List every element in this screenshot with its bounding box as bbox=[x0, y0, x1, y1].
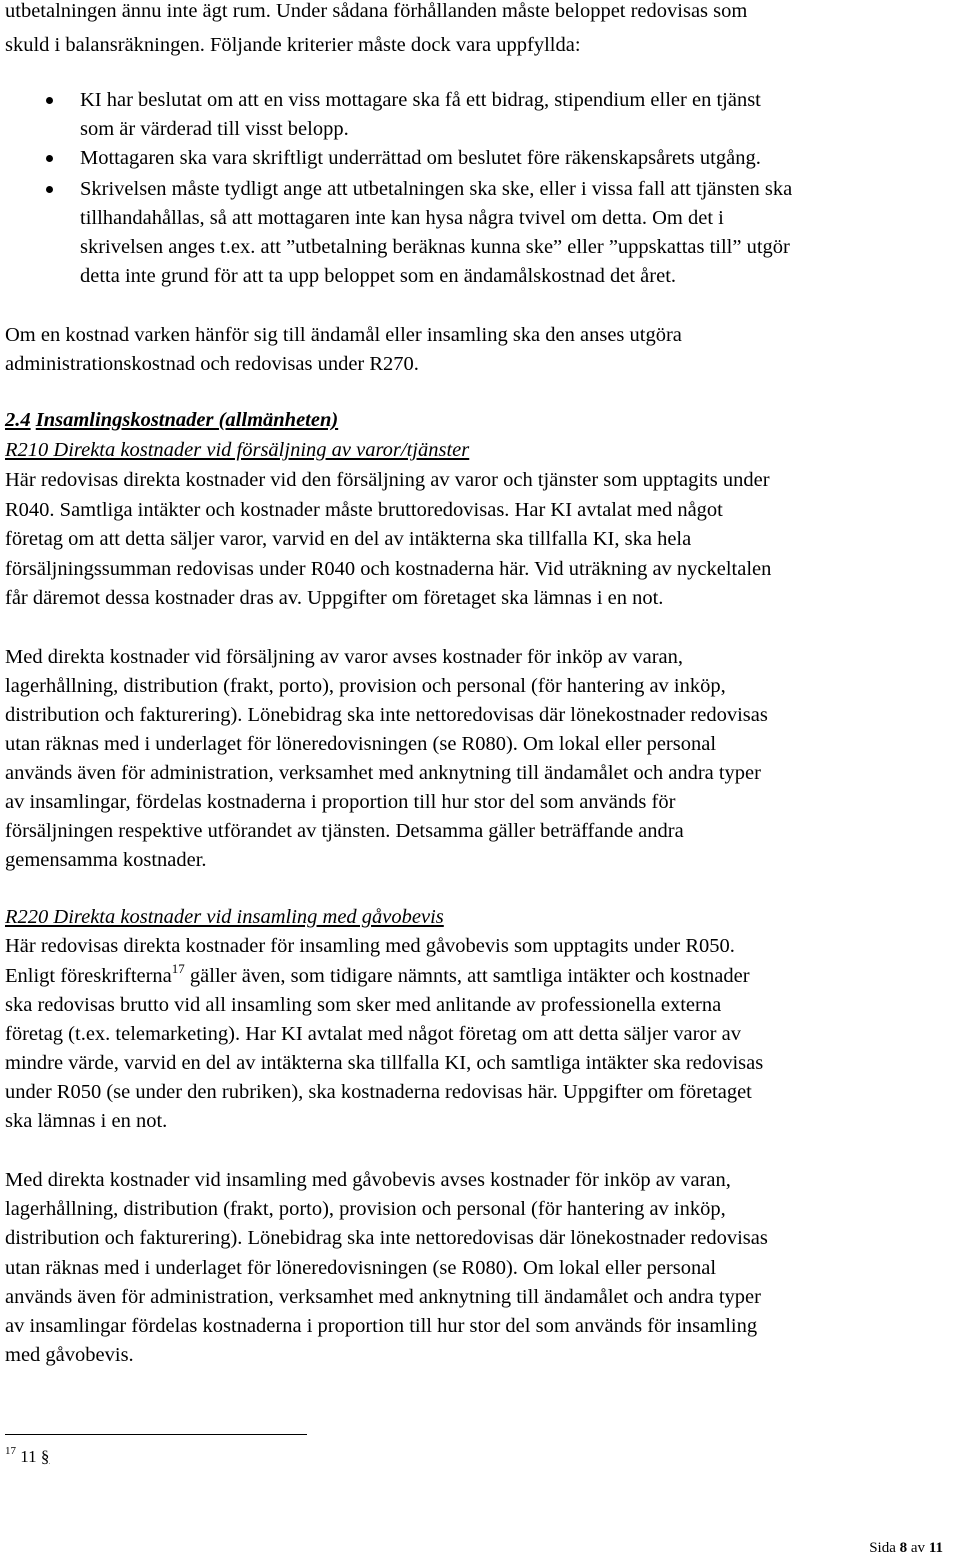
text-line: ska lämnas i en not. bbox=[5, 1110, 168, 1132]
text-line: av insamlingar, fördelas kostnaderna i proportion till hur stor del som används för bbox=[5, 791, 676, 813]
text-line: tillhandahållas, så att mottagaren inte kan hysa några tvivel om detta. Om det i bbox=[80, 207, 724, 229]
text-line: företag (t.ex. telemarketing). Har KI avtalat med något företag om att detta säljer varor av bbox=[5, 1023, 741, 1045]
text-line: Mottagaren ska vara skriftligt underrättad om beslutet före räkenskapsårets utgång. bbox=[80, 147, 761, 169]
text-line: Med direkta kostnader vid insamling med gåvobevis avses kostnader för inköp av varan, bbox=[5, 1169, 731, 1191]
footnote-reference[interactable]: 17 bbox=[171, 961, 185, 976]
text-line: med gåvobevis. bbox=[5, 1344, 134, 1366]
footnote-divider bbox=[5, 1434, 307, 1435]
text-line: KI har beslutat om att en viss mottagare ska få ett bidrag, stipendium eller en tjänst bbox=[80, 89, 761, 111]
text-line: Skrivelsen måste tydligt ange att utbetalningen ska ske, eller i vissa fall att tjänsten ska bbox=[80, 178, 793, 200]
section-title: Insamlingskostnader (allmänheten) bbox=[35, 409, 339, 431]
footnote bbox=[5, 1447, 49, 1467]
subsection-heading: R210 Direkta kostnader vid försäljning av varor/tjänster bbox=[5, 439, 470, 461]
section-number: 2.4 bbox=[5, 409, 31, 431]
subsection-heading: R220 Direkta kostnader vid insamling med gåvobevis bbox=[5, 906, 444, 928]
page-prefix: Sida bbox=[869, 1540, 896, 1556]
text-line: Med direkta kostnader vid försäljning av varor avses kostnader för inköp av varan, bbox=[5, 646, 684, 668]
text-line: utan räknas med i underlaget för löneredovisningen (se R080). Om lokal eller personal bbox=[5, 733, 717, 755]
text-line: administrationskostnad och redovisas under R270. bbox=[5, 353, 419, 375]
bullet-icon bbox=[46, 97, 53, 104]
text-span: gäller även, som tidigare nämnts, att samtliga intäkter och kostnader bbox=[184, 965, 750, 987]
text-line: detta inte grund för att ta upp beloppet som en ändamålskostnad det året. bbox=[80, 265, 677, 287]
text-span: Enligt föreskrifterna bbox=[5, 965, 172, 987]
text-line: R040. Samtliga intäkter och kostnader måste bruttoredovisas. Har KI avtalat med något bbox=[5, 499, 723, 521]
footnote-text: 11 bbox=[20, 1447, 37, 1466]
text-line: företag om att detta säljer varor, varvid en del av intäkterna ska tillfalla KI, ska hela bbox=[5, 528, 692, 550]
text-line: gemensamma kostnader. bbox=[5, 849, 207, 871]
text-line: utbetalningen ännu inte ägt rum. Under sådana förhållanden måste beloppet redovisas som bbox=[5, 0, 748, 22]
page-total: 11 bbox=[928, 1540, 943, 1556]
text-line: utan räknas med i underlaget för löneredovisningen (se R080). Om lokal eller personal bbox=[5, 1257, 717, 1279]
text-line: används även för administration, verksamhet med anknytning till ändamålet och andra typer bbox=[5, 762, 761, 784]
section-sign-icon: § bbox=[40, 1447, 50, 1466]
page-current: 8 bbox=[899, 1540, 908, 1556]
text-line: Här redovisas direkta kostnader för insamling med gåvobevis som upptagits under R050. bbox=[5, 935, 735, 957]
page-number bbox=[869, 1540, 943, 1557]
text-line: skuld i balansräkningen. Följande kriterier måste dock vara uppfyllda: bbox=[5, 34, 581, 56]
text-line: Om en kostnad varken hänför sig till ändamål eller insamling ska den anses utgöra bbox=[5, 324, 682, 346]
text-line: som är värderad till visst belopp. bbox=[80, 118, 349, 140]
text-line: Här redovisas direkta kostnader vid den försäljning av varor och tjänster som upptagits under bbox=[5, 469, 770, 491]
text-line: lagerhållning, distribution (frakt, porto), provision och personal (för hantering av inköp, bbox=[5, 1198, 726, 1220]
text-line: under R050 (se under den rubriken), ska kostnaderna redovisas här. Uppgifter om företaget bbox=[5, 1081, 752, 1103]
text-line: försäljningen respektive utförandet av tjänsten. Detsamma gäller beträffande andra bbox=[5, 820, 684, 842]
text-line bbox=[5, 962, 750, 990]
text-line: ska redovisas brutto vid all insamling som sker med anlitande av professionella externa bbox=[5, 994, 722, 1016]
text-line: lagerhållning, distribution (frakt, porto), provision och personal (för hantering av inköp, bbox=[5, 675, 726, 697]
bullet-icon bbox=[46, 155, 53, 162]
text-line: distribution och fakturering). Lönebidrag ska inte nettoredovisas där lönekostnader redovisas bbox=[5, 1227, 768, 1249]
text-line: försäljningssumman redovisas under R040 och kostnaderna här. Vid uträkning av nyckeltalen bbox=[5, 558, 772, 580]
text-line: får däremot dessa kostnader dras av. Uppgifter om företaget ska lämnas i en not. bbox=[5, 587, 664, 609]
section-heading bbox=[5, 406, 338, 434]
text-line: distribution och fakturering). Lönebidrag ska inte nettoredovisas där lönekostnader redovisas bbox=[5, 704, 768, 726]
text-line: av insamlingar fördelas kostnaderna i proportion till hur stor del som används för insamling bbox=[5, 1315, 758, 1337]
text-line: skrivelsen anges t.ex. att ”utbetalning beräknas kunna ske” eller ”uppskattas till” utgör bbox=[80, 236, 790, 258]
text-line: används även för administration, verksamhet med anknytning till ändamålet och andra typer bbox=[5, 1286, 761, 1308]
footnote-number: 17 bbox=[5, 1445, 16, 1457]
page-middle: av bbox=[910, 1540, 926, 1556]
text-line: mindre värde, varvid en del av intäkterna ska tillfalla KI, och samtliga intäkter ska redovisas bbox=[5, 1052, 764, 1074]
bullet-icon bbox=[46, 186, 53, 193]
